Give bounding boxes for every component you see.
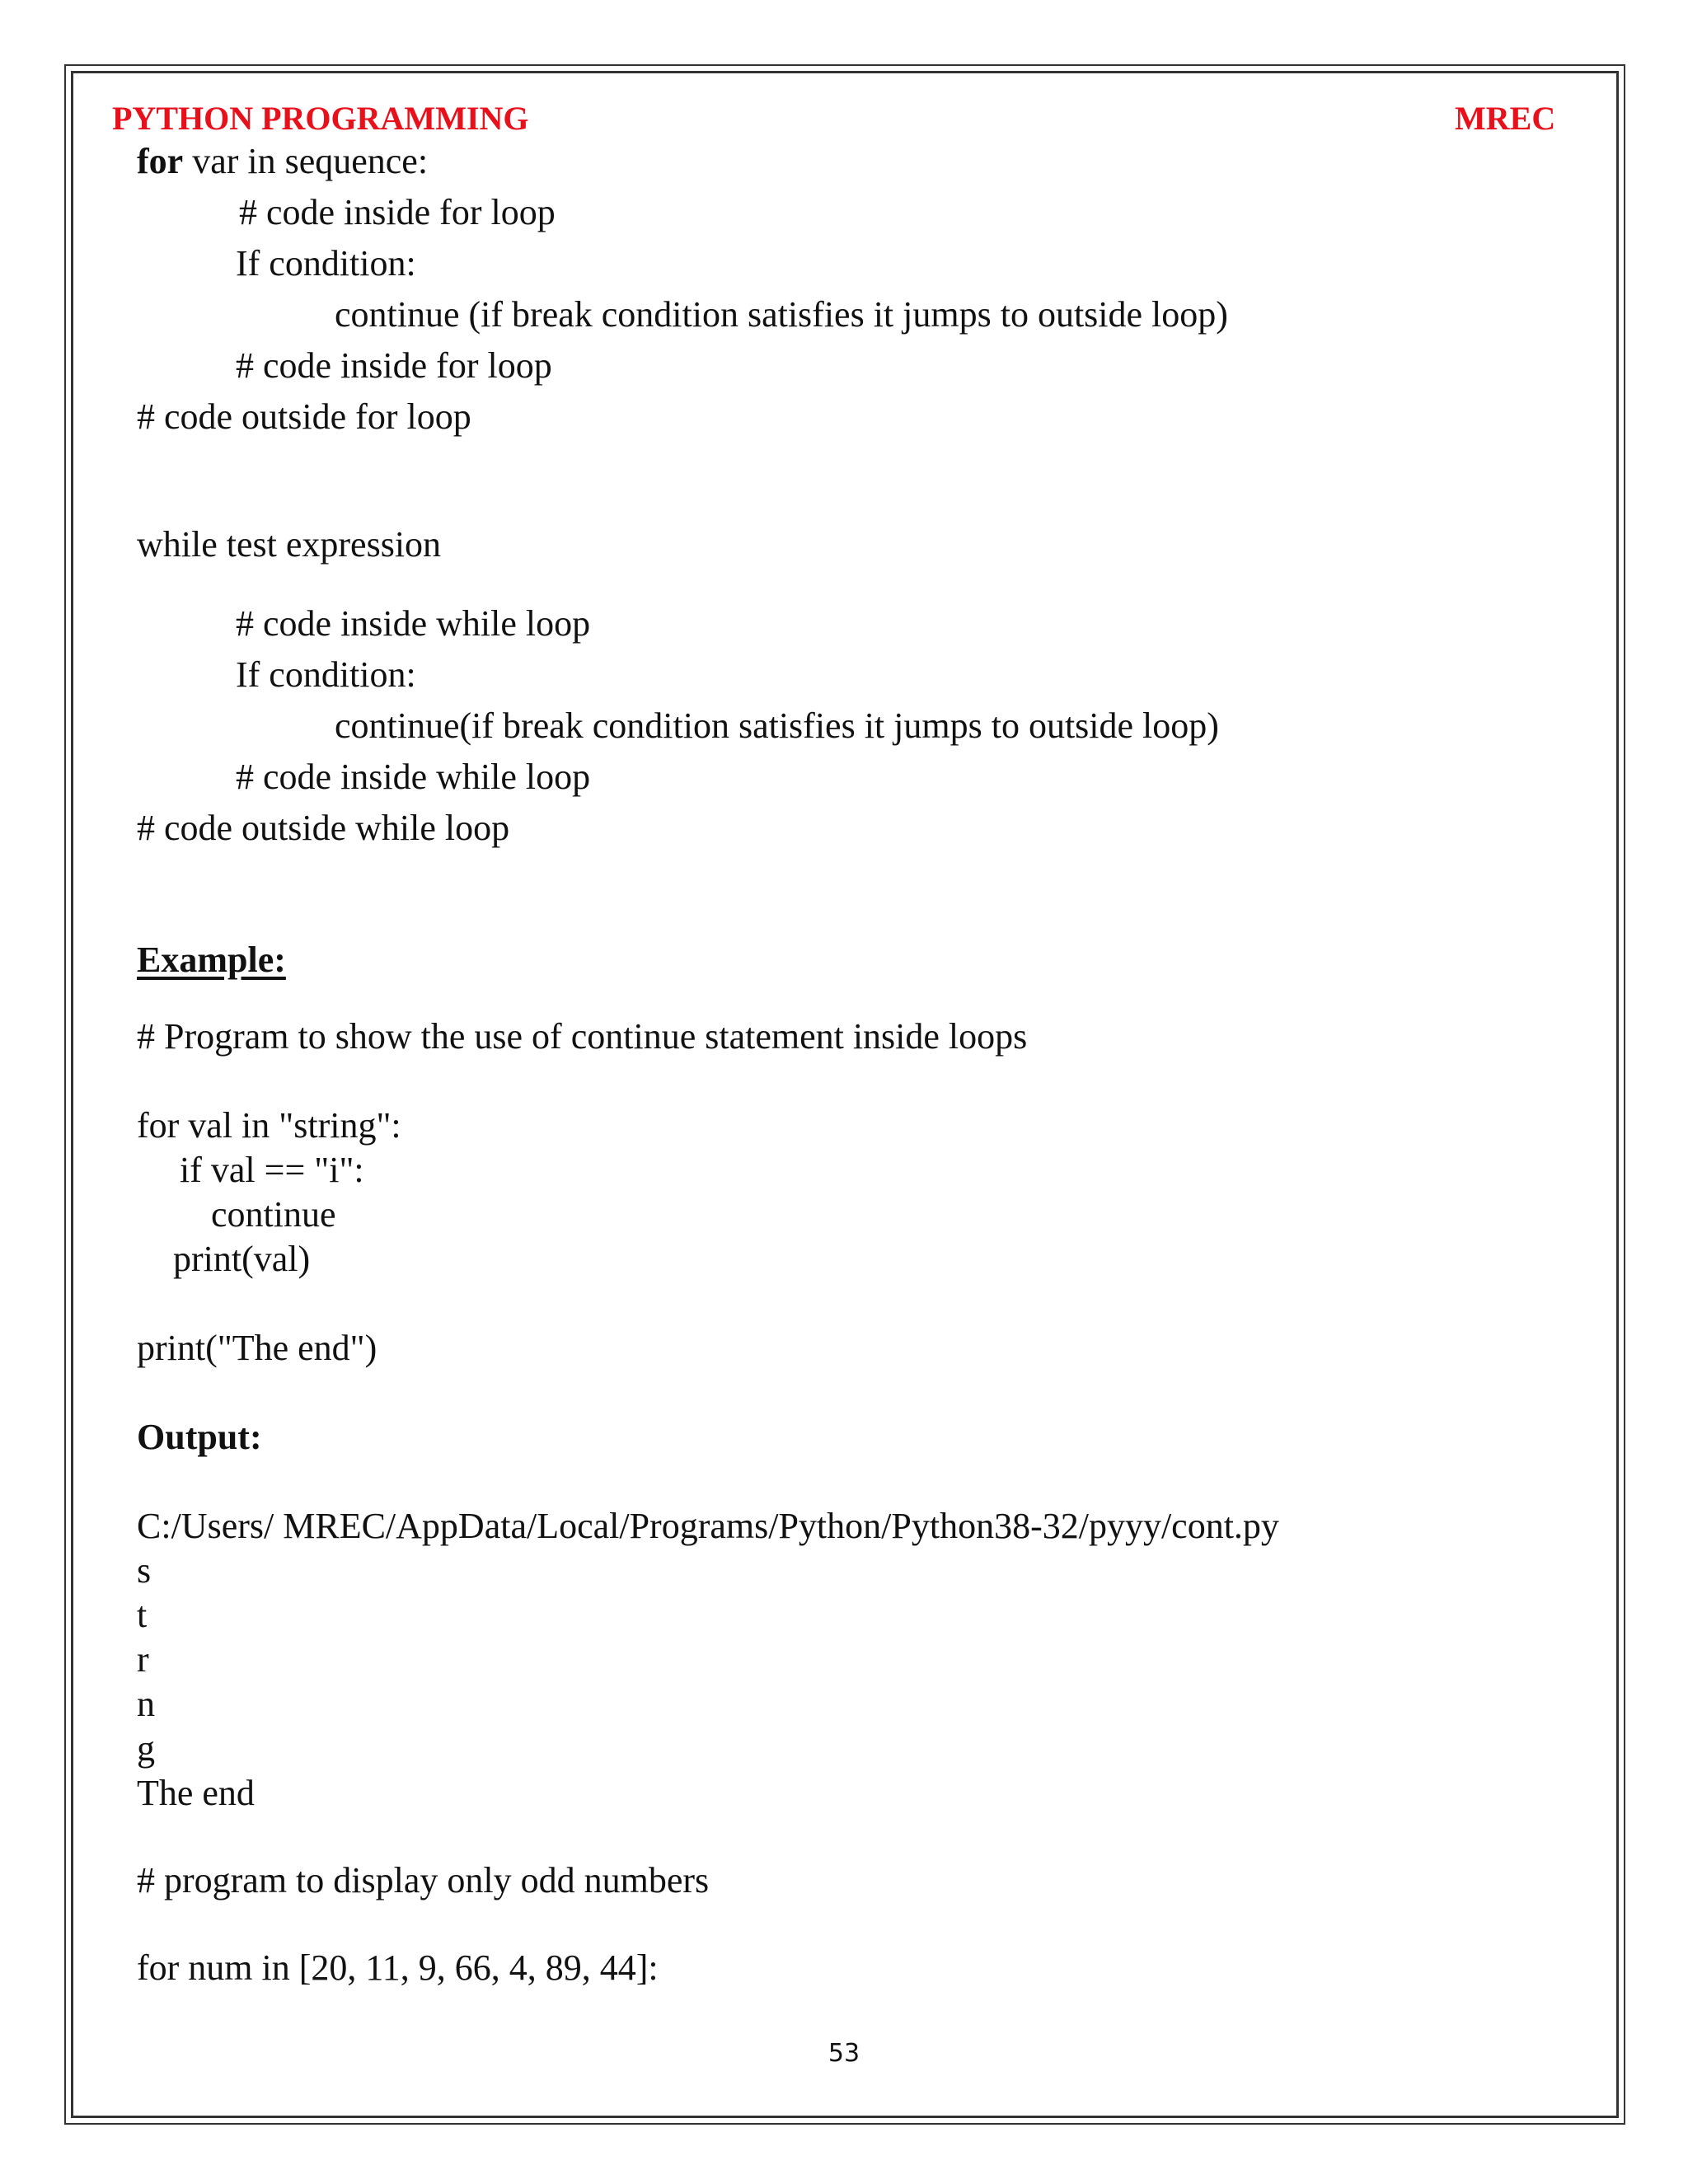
output-line: t [137,1595,148,1635]
output-line: r [137,1639,149,1680]
while-syntax-line: # code inside while loop [236,757,591,797]
code-line: for val in "string": [137,1105,401,1146]
for-syntax-line: # code inside for loop [239,192,556,232]
for-syntax-rest: var in sequence: [183,141,429,181]
while-syntax-line: continue(if break condition satisfies it jumps to outside loop) [335,705,1219,746]
header-title: PYTHON PROGRAMMING [112,100,529,137]
for-syntax-line: continue (if break condition satisfies it jumps to outside loop) [335,294,1228,335]
for-keyword: for [137,141,184,181]
for-syntax-line: # code outside for loop [137,396,471,437]
odd-program-comment: # program to display only odd numbers [137,1860,710,1900]
code-line: print(val) [173,1239,311,1279]
for-syntax-line: # code inside for loop [236,345,552,386]
output-heading: Output: [137,1417,262,1457]
code-line: if val == "i": [180,1150,364,1190]
output-line: The end [137,1773,255,1813]
while-syntax-line: If condition: [236,654,416,695]
output-line: s [137,1550,152,1591]
while-syntax-line: # code outside while loop [137,808,510,848]
for-syntax-line [137,140,428,183]
example-heading: Example: [137,940,286,980]
for-syntax-line: If condition: [236,243,416,284]
output-line: C:/Users/ MREC/AppData/Local/Programs/Python/Python38-32/pyyy/cont.py [137,1506,1279,1546]
output-line: n [137,1684,155,1724]
code-line: print("The end") [137,1328,377,1368]
example-comment: # Program to show the use of continue statement inside loops [137,1016,1028,1057]
while-syntax-line: while test expression [137,524,442,565]
page-number: 53 [828,2039,860,2068]
output-line: g [137,1728,155,1769]
while-syntax-line: # code inside while loop [236,603,591,644]
code-line: continue [211,1194,336,1235]
odd-program-code: for num in [20, 11, 9, 66, 4, 89, 44]: [137,1947,659,1988]
header-institution: MREC [1455,100,1556,137]
